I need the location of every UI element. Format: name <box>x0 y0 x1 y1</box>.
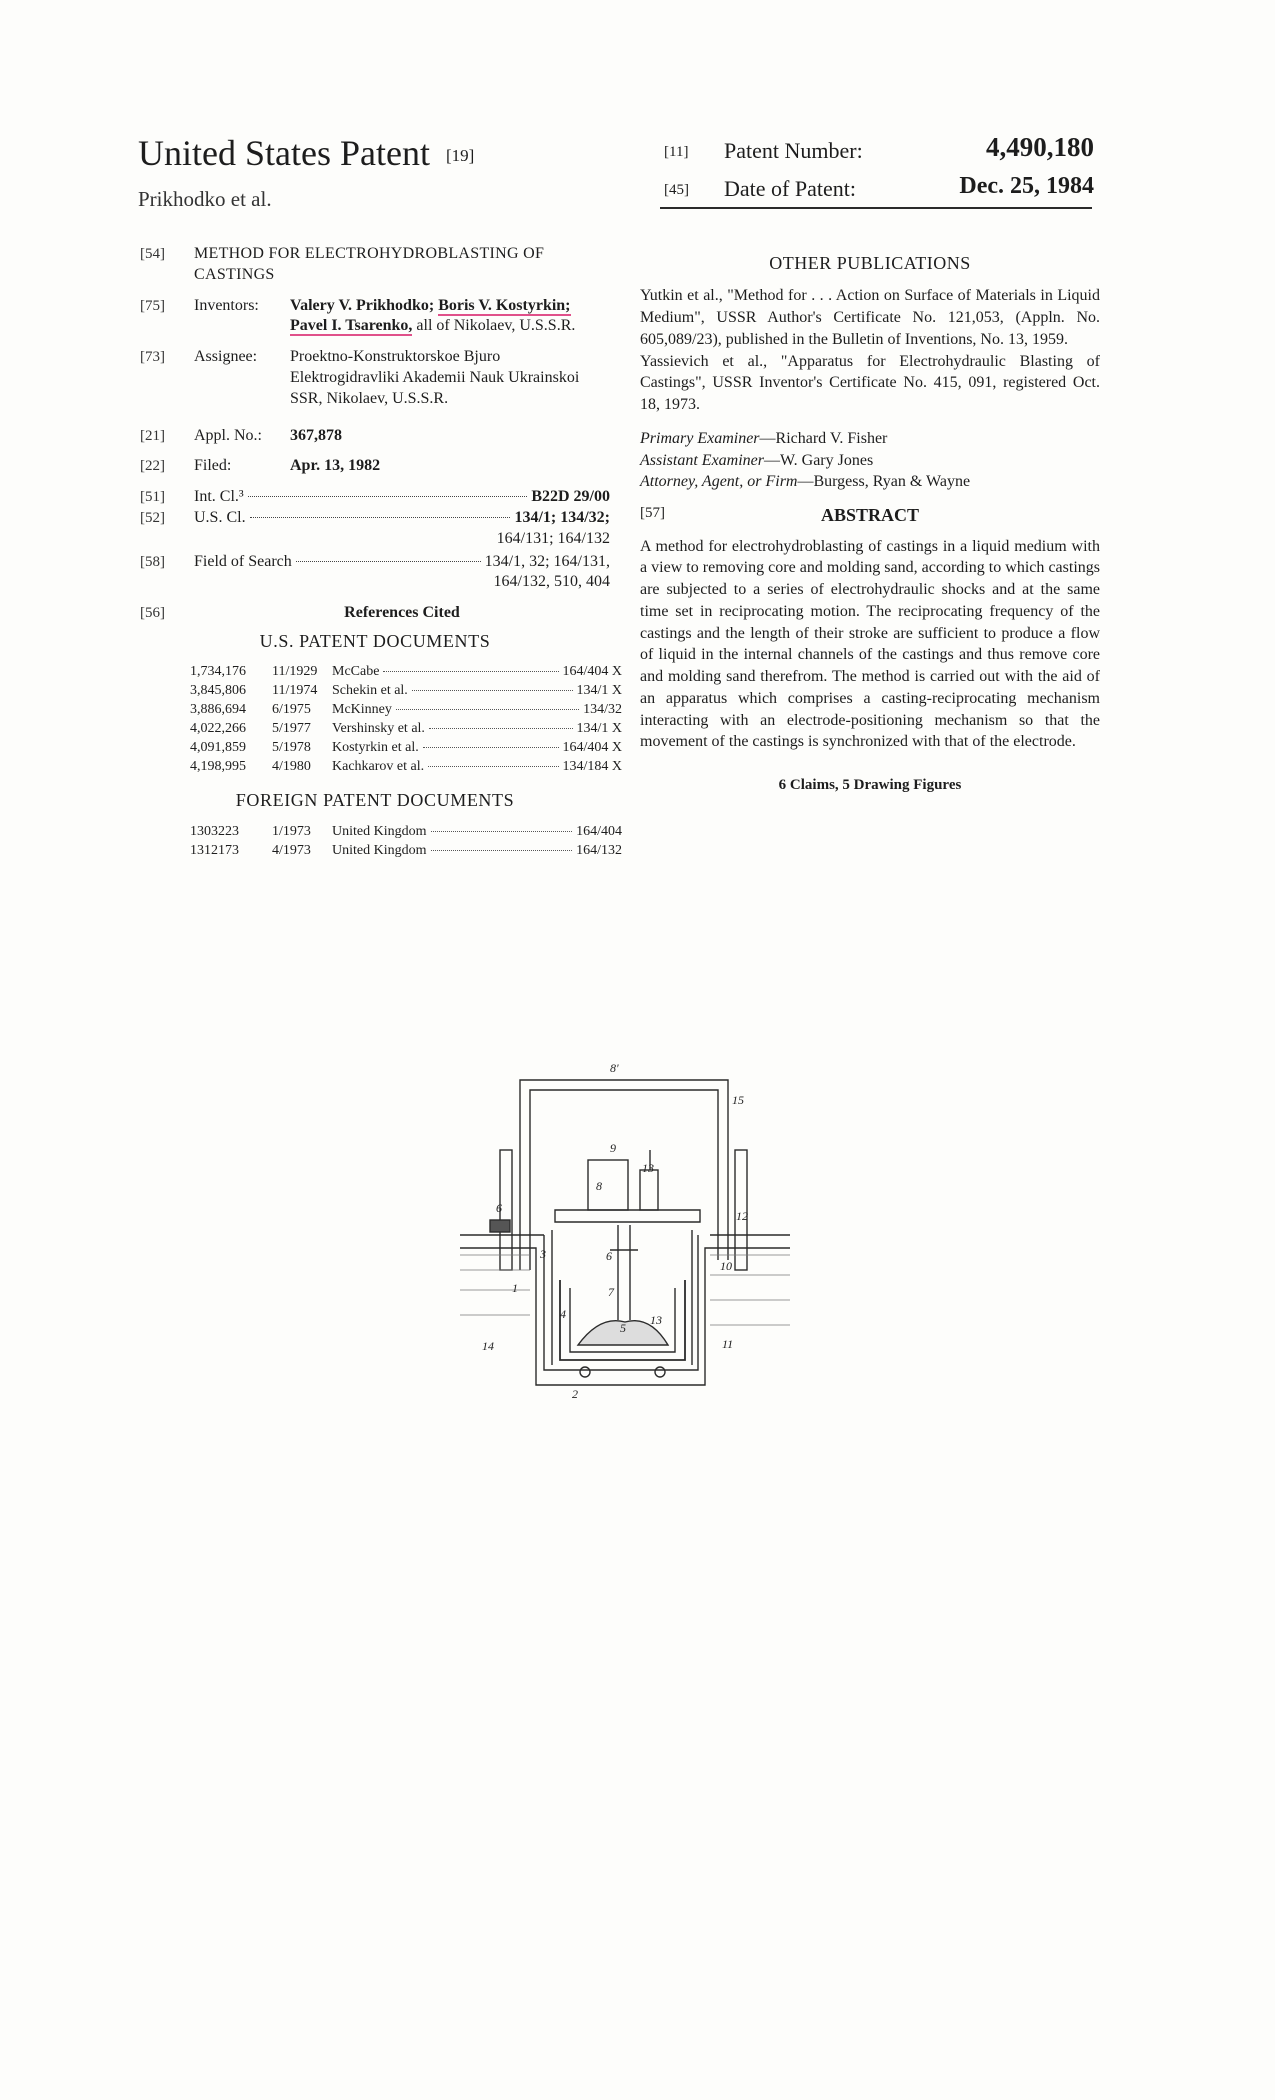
figure-label: 9 <box>610 1141 616 1155</box>
inventor-name: Boris V. Kostyrkin; <box>438 296 571 314</box>
patent-date: Dec. 25, 1984 <box>959 173 1094 199</box>
abstract-heading: [57] ABSTRACT <box>640 505 920 526</box>
ref-author: McCabe <box>332 664 380 680</box>
figure-label: 7 <box>608 1285 614 1299</box>
filed-date: Apr. 13, 1982 <box>290 457 381 475</box>
ref-class: 164/404 <box>576 823 622 839</box>
frame-inner <box>530 1090 718 1270</box>
search-label: Field of Search <box>194 552 292 570</box>
inventors-value <box>290 296 610 338</box>
figure-label: 8 <box>596 1179 602 1193</box>
title-field <box>140 244 610 286</box>
intcl-label: Int. Cl.³ <box>194 488 244 506</box>
patent-date-tag: [45] <box>664 182 689 198</box>
frame-outline <box>520 1080 728 1270</box>
figure-label: 11 <box>722 1337 734 1351</box>
publication: Yutkin et al., "Method for . . . Action on Surface of Materials in Liquid Medium", USSR Author's Certificate No. 121,053, (Appln. No. 605,089/23), published in the Bulletin of Inventions, No. 13, 1959. <box>640 287 1100 348</box>
ref-class: 134/32 <box>583 702 622 718</box>
filed-field <box>140 456 610 477</box>
us-docs-table <box>190 663 622 777</box>
apparatus-drawing <box>460 1060 790 1420</box>
abstract-text: A method for electrohydroblasting of castings in a liquid medium with a view to removing core and molding sand, according to which castings are subjected to a series of electrohydraulic shocks and at the same time set in reciprocating motion. The reciprocating frequency of the castings and the length of their stroke are sufficient to produce a flow of liquid in the internal channels of the castings and thus remove core and molding sand therefrom. The method is carried out with the aid of an apparatus which comprises a casting-reciprocating mechanism interacting with an electrode-positioning mechanism so that the movement of the castings is synchronized with that of the electrode. <box>640 537 1100 751</box>
ref-number: 4,091,859 <box>190 740 246 756</box>
search-value: 134/1, 32; 164/131, <box>484 552 610 570</box>
ref-number: 1,734,176 <box>190 664 246 680</box>
inventor-name: Pavel I. Tsarenko, <box>290 317 413 335</box>
figure-label: 15 <box>732 1093 744 1107</box>
intcl-field <box>140 487 610 508</box>
appl-number: 367,878 <box>290 426 342 444</box>
patent-info-block <box>664 132 1094 214</box>
figure-label: 14 <box>482 1339 494 1353</box>
field-tag: [58] <box>140 553 165 570</box>
figure-label: 5 <box>620 1321 626 1335</box>
patent-number-label: Patent Number: <box>724 138 863 163</box>
references-heading: References Cited <box>344 604 460 622</box>
right-column <box>640 251 1100 796</box>
figure-label: 1 <box>512 1281 518 1295</box>
patent-title: United States Patent <box>138 133 430 173</box>
assignee-field <box>140 347 610 409</box>
patent-number-row <box>664 132 1094 176</box>
ref-date: 5/1978 <box>272 740 311 756</box>
figure-label: 12 <box>736 1209 748 1223</box>
ref-author: Vershinsky et al. <box>332 721 425 737</box>
ref-class: 134/1 X <box>576 683 622 699</box>
ref-date: 4/1973 <box>272 842 311 858</box>
ref-number: 4,198,995 <box>190 759 246 775</box>
ref-author: Kostyrkin et al. <box>332 740 419 756</box>
left-column <box>140 244 622 861</box>
ref-class: 164/132 <box>576 842 622 858</box>
inventors-location: all of Nikolaev, U.S.S.R. <box>416 317 576 335</box>
patent-number: 4,490,180 <box>986 132 1094 162</box>
figure-label: 10 <box>720 1259 732 1273</box>
field-tag: [54] <box>140 246 165 262</box>
filed-label: Filed: <box>194 457 232 475</box>
reference-row <box>190 682 622 701</box>
ref-author: Kachkarov et al. <box>332 759 425 775</box>
ref-author: United Kingdom <box>332 842 427 858</box>
figure-label: 2 <box>572 1387 578 1401</box>
ref-date: 11/1974 <box>272 683 318 699</box>
foreign-docs-heading: FOREIGN PATENT DOCUMENTS <box>235 790 515 811</box>
uscl-continued: 164/131; 164/132 <box>496 529 610 547</box>
inventor-name: Valery V. Prikhodko; <box>290 296 435 314</box>
ref-date: 11/1929 <box>272 664 318 680</box>
publication: Yassievich et al., "Apparatus for Electrohydraulic Blasting of Castings", USSR Inventor's Certificate No. 415, 091, registered Oct. 18, 1973. <box>640 352 1100 414</box>
ref-number: 1312173 <box>190 842 239 858</box>
intcl-value: B22D 29/00 <box>531 488 610 506</box>
refs-field <box>140 603 610 624</box>
ref-date: 5/1977 <box>272 721 311 737</box>
patent-date-label: Date of Patent: <box>724 176 856 201</box>
ref-number: 4,022,266 <box>190 721 246 737</box>
figure-label: 13 <box>650 1313 662 1327</box>
ref-date: 4/1980 <box>272 759 311 775</box>
reference-row <box>190 758 622 777</box>
ref-date: 6/1975 <box>272 702 311 718</box>
pit-outline <box>460 1248 790 1385</box>
field-tag: [73] <box>140 349 165 366</box>
search-field <box>140 552 610 594</box>
field-tag: [75] <box>140 297 165 314</box>
uscl-field <box>140 508 610 550</box>
examiners <box>640 428 1100 493</box>
patent-number-tag: [11] <box>664 144 689 160</box>
figure-label: 13 <box>642 1161 654 1175</box>
field-tag: [52] <box>140 509 165 526</box>
search-continued: 164/132, 510, 404 <box>493 573 610 591</box>
ref-date: 1/1973 <box>272 823 311 839</box>
assignee-short: Prikhodko et al. <box>138 187 272 211</box>
attorney: Attorney, Agent, or Firm—Burgess, Ryan & Wayne <box>640 473 971 491</box>
assignee-label: Assignee: <box>194 348 258 366</box>
figure-label: 6 <box>496 1201 502 1215</box>
reference-row <box>190 701 622 720</box>
ref-class: 164/404 X <box>562 740 622 756</box>
uscl-label: U.S. Cl. <box>194 508 246 526</box>
field-tag: [21] <box>140 427 165 444</box>
ref-class: 134/184 X <box>562 759 622 775</box>
ref-author: United Kingdom <box>332 823 427 839</box>
us-docs-heading: U.S. PATENT DOCUMENTS <box>259 630 491 651</box>
figure-label: 3 <box>540 1247 546 1261</box>
ref-class: 134/1 X <box>576 721 622 737</box>
field-tag: [56] <box>140 605 165 622</box>
inventors-label: Inventors: <box>194 296 259 314</box>
primary-examiner: Primary Examiner—Richard V. Fisher <box>640 429 888 447</box>
uscl-value: 134/1; 134/32; <box>514 508 610 526</box>
ref-author: Schekin et al. <box>332 683 408 699</box>
assistant-examiner: Assistant Examiner—W. Gary Jones <box>640 451 874 469</box>
appl-label: Appl. No.: <box>194 426 262 444</box>
ref-number: 3,845,806 <box>190 683 246 699</box>
ref-number: 3,886,694 <box>190 702 246 718</box>
reference-row <box>190 842 622 861</box>
abstract-tag: [57] <box>640 505 665 522</box>
figure-label: 4 <box>560 1307 566 1321</box>
patent-heading <box>138 132 474 174</box>
inventors-field <box>140 296 610 338</box>
ref-number: 1303223 <box>190 823 239 839</box>
reference-row <box>190 720 622 739</box>
field-tag: [22] <box>140 458 165 475</box>
header-rule <box>660 207 1092 209</box>
invention-title: METHOD FOR ELECTROHYDROBLASTING OF CASTINGS <box>194 245 545 283</box>
figure-label: 8' <box>610 1061 619 1075</box>
reference-row <box>190 739 622 758</box>
field-tag: [51] <box>140 489 165 506</box>
appl-field <box>140 426 610 447</box>
claims-summary: 6 Claims, 5 Drawing Figures <box>778 777 962 794</box>
title-tag: [19] <box>445 146 475 165</box>
reference-row <box>190 823 622 842</box>
foreign-docs-table <box>190 823 622 861</box>
ref-class: 164/404 X <box>562 664 622 680</box>
assignee-value: Proektno-Konstruktorskoe Bjuro Elektrogidravliki Akademii Nauk Ukrainskoi SSR, Nikolaev, U.S.S.R. <box>290 348 580 407</box>
ref-author: McKinney <box>332 702 392 718</box>
figure-label: 6 <box>606 1249 612 1263</box>
other-publications-heading: OTHER PUBLICATIONS <box>769 253 971 273</box>
reference-row <box>190 663 622 682</box>
